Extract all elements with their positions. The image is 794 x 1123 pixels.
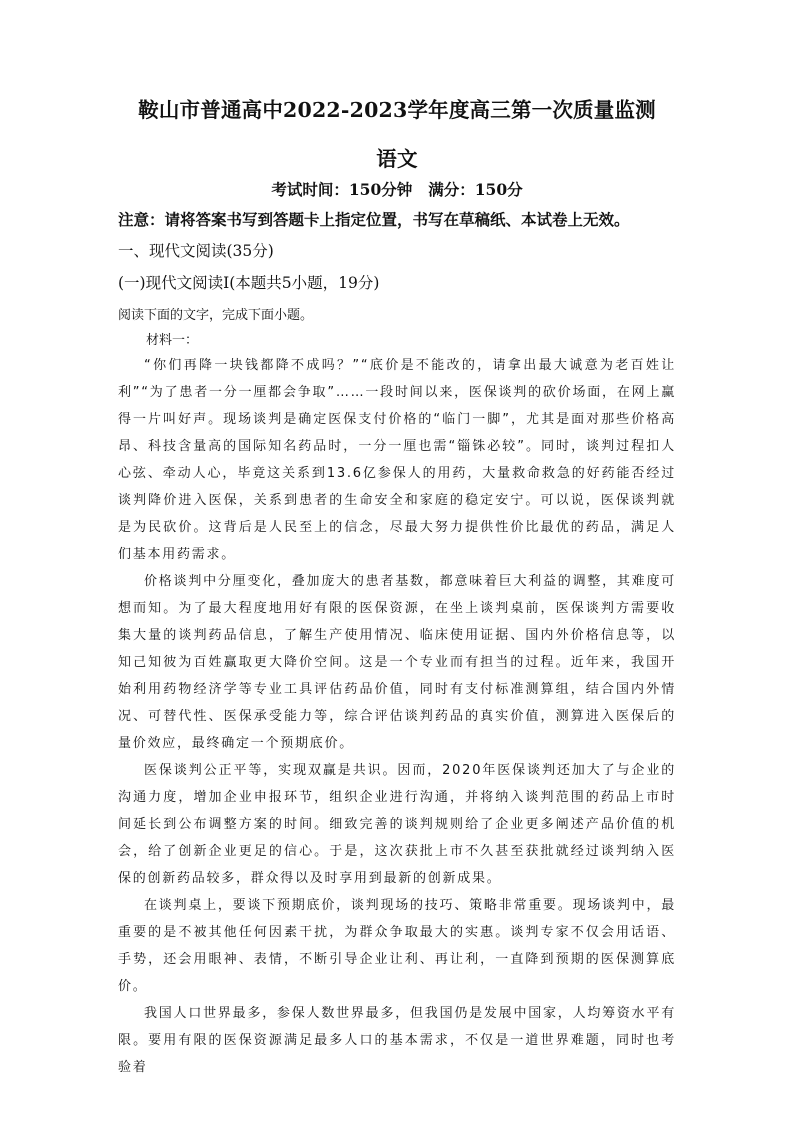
subject-title: 语文: [376, 147, 418, 171]
paragraph: “你们再降一块钱都降不成吗？”“底价是不能改的，请拿出最大诚意为老百姓让利”“为了患者一分一厘都会争取”……一段时间以来，医保谈判的砍价场面，在网上赢得一片叫好声。现场谈判是确定医保支付价格的“临门一脚”，尤其是面对那些价格高昂、科技含量高的国际知名药品时，一分一厘也需“锱铢必较”。同时，谈判过程扣人心弦、牵动人心，毕竟这关系到13.6亿参保人的用药，大量救命救急的好药能否经过谈判降价进入医保，关系到患者的生命安全和家庭的稳定安宁。可以说，医保谈判就是为民砍价。这背后是人民至上的信念，尽最大努力提供性价比最优的药品，满足人们基本用药需求。: [118, 358, 676, 562]
reading-instruction: 阅读下面的文字，完成下面小题。: [118, 307, 314, 322]
exam-score: 满分：150分: [428, 180, 523, 199]
subsection-heading: (一)现代文阅读Ⅰ(本题共5小题，19分): [118, 274, 380, 292]
exam-time: 考试时间：150分钟: [271, 180, 413, 199]
paragraph: 医保谈判公正平等，实现双赢是共识。因而，2020年医保谈判还加大了与企业的沟通力度，增加企业申报环节，组织企业进行沟通，并将纳入谈判范围的药品上市时间延长到公布调整方案的时间。细致完善的谈判规则给了企业更多阐述产品价值的机会，给了创新企业更足的信心。于是，这次获批上市不久甚至获批就经过谈判纳入医保的创新药品较多，群众得以及时享用到最新的创新成果。: [118, 763, 676, 886]
paragraph: 在谈判桌上，要谈下预期底价，谈判现场的技巧、策略非常重要。现场谈判中，最重要的是不被其他任何因素干扰，为群众争取最大的实惠。谈判专家不仅会用话语、手势，还会用眼神、表情，不断引导企业让利、再让利，一直降到预期的医保测算底价。: [118, 898, 676, 994]
exam-info: [0, 180, 794, 200]
material-body: [118, 352, 676, 1081]
material-label: 材料一：: [146, 333, 199, 348]
paragraph: 我国人口世界最多，参保人数世界最多，但我国仍是发展中国家，人均筹资水平有限。要用有限的医保资源满足最多人口的基本需求，不仅是一道世界难题，同时也考验着: [118, 1006, 676, 1075]
paragraph: 价格谈判中分厘变化，叠加庞大的患者基数，都意味着巨大利益的调整，其难度可想而知。为了最大程度地用好有限的医保资源，在坐上谈判桌前，医保谈判方需要收集大量的谈判药品信息，了解生产使用情况、临床使用证据、国内外价格信息等，以知己知彼为百姓赢取更大降价空间。这是一个专业而有担当的过程。近年来，我国开始利用药物经济学等专业工具评估药品价值，同时有支付标准测算组，结合国内外情况、可替代性、医保承受能力等，综合评估谈判药品的真实价值，测算进入医保后的量价效应，最终确定一个预期底价。: [118, 574, 676, 751]
section-heading: 一、现代文阅读(35分): [118, 242, 274, 260]
exam-title: 鞍山市普通高中2022-2023学年度高三第一次质量监测: [138, 98, 656, 122]
exam-note: 注意：请将答案书写到答题卡上指定位置，书写在草稿纸、本试卷上无效。: [118, 210, 630, 229]
